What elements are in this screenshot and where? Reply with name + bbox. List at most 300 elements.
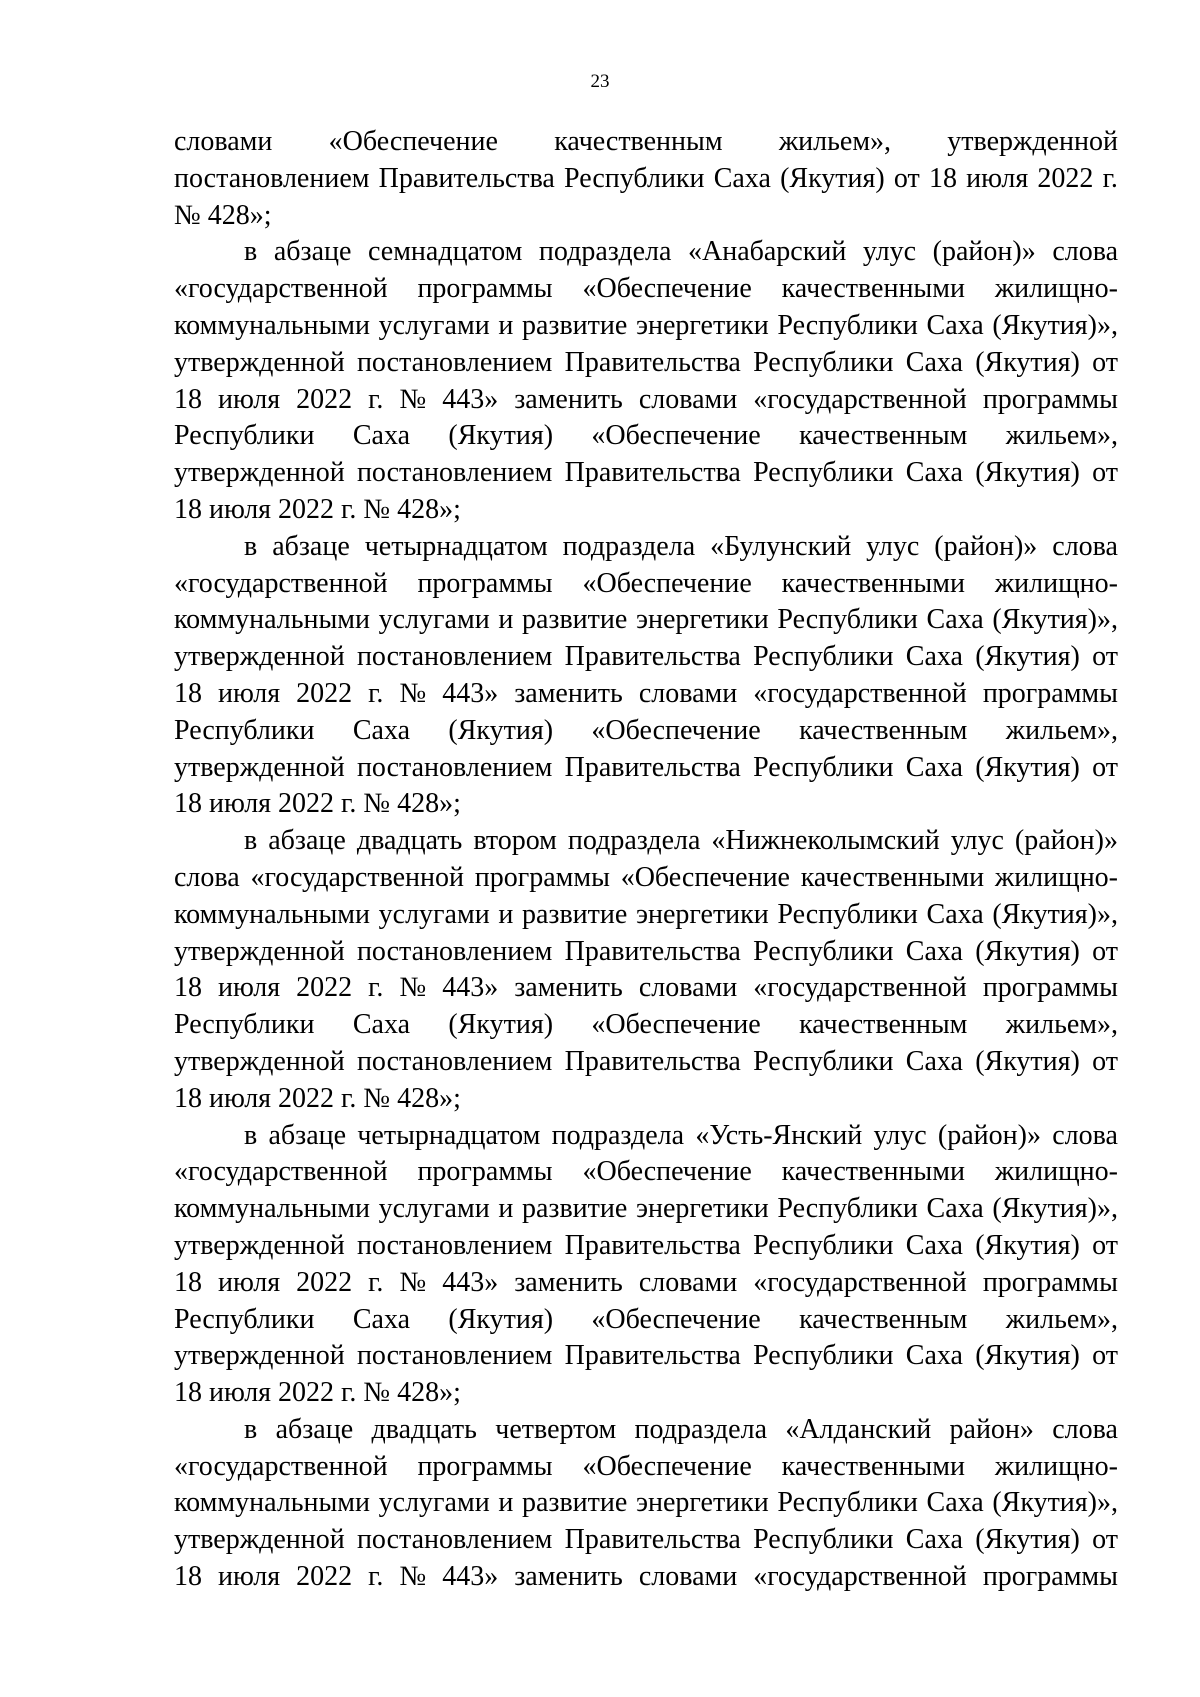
text-line: 18 июля 2022 г. № 428»; [174, 1082, 461, 1114]
word: утвержденной [174, 457, 345, 489]
word: четырнадцатом [357, 1119, 541, 1151]
word: (Якутия) [975, 346, 1080, 378]
word: и [498, 898, 514, 930]
word: (Якутия) [975, 641, 1080, 673]
word: постановлением [356, 346, 553, 378]
word: услугами [378, 1487, 490, 1519]
word: слова [1052, 236, 1118, 268]
word: от [1092, 935, 1118, 967]
word: утвержденной [947, 126, 1118, 157]
word: (район)» [1014, 825, 1118, 857]
word: (Якутия) [975, 1045, 1080, 1077]
word: утвержденной [174, 1229, 345, 1261]
word: заменить [514, 677, 623, 709]
word: абзаце [268, 825, 346, 857]
word: (район)» [934, 530, 1038, 562]
word: программы [982, 677, 1118, 709]
word: 18 [174, 1266, 202, 1298]
word: подраздела [538, 236, 672, 268]
word: Правительства [564, 1045, 741, 1077]
word: улус [862, 236, 917, 268]
word: «государственной [174, 273, 388, 305]
word: утвержденной [174, 751, 345, 783]
word: (Якутия) [448, 420, 554, 452]
word: Саха [905, 346, 963, 378]
text-line [174, 418, 1118, 455]
text-line [174, 1302, 1118, 1339]
word: четвертом [495, 1413, 617, 1445]
word: Саха [926, 309, 984, 341]
word: абзаце [273, 236, 352, 268]
text-line [174, 124, 1118, 161]
word: слова [1052, 1413, 1118, 1445]
word: программы [417, 1156, 553, 1188]
word: словами [638, 972, 738, 1004]
word: Правительства [564, 457, 741, 489]
word: Республики [777, 898, 918, 930]
word: Правительства [564, 346, 741, 378]
word: «государственной [174, 1450, 388, 1482]
word: 18 [928, 162, 957, 194]
word: «Обеспечение [620, 861, 790, 893]
word: программы [982, 1266, 1118, 1298]
word: постановлением [356, 457, 553, 489]
word: 443» [442, 1561, 499, 1593]
word: 2022 [296, 677, 353, 709]
word: июля [218, 383, 281, 415]
word: «государственной [753, 972, 967, 1004]
word: подраздела [562, 530, 696, 562]
word: программы [417, 1450, 553, 1482]
word: Саха [905, 457, 963, 489]
word: жилищно- [994, 567, 1118, 599]
word: словами [638, 1561, 738, 1593]
word: качественным [799, 420, 968, 452]
text-line [174, 1485, 1118, 1522]
word: коммунальными [174, 309, 370, 341]
word: словами [638, 383, 738, 415]
text-line [174, 529, 1118, 566]
word: и [498, 1193, 514, 1225]
text-line [174, 1522, 1118, 1559]
word: «Обеспечение [582, 1450, 752, 1482]
word: энергетики [635, 1487, 769, 1519]
word: в [244, 1413, 258, 1445]
word: программы [982, 1561, 1118, 1593]
word: программы [417, 273, 553, 305]
text-line [174, 161, 1118, 198]
word: от [1092, 641, 1118, 673]
word: утвержденной [174, 935, 345, 967]
word: г. [368, 677, 384, 709]
word: программы [417, 567, 553, 599]
word: 2022 [1037, 162, 1094, 194]
word: коммунальными [174, 1193, 370, 1225]
text-line [174, 1338, 1118, 1375]
text-line [174, 602, 1118, 639]
text-line [174, 823, 1118, 860]
text-line [174, 308, 1118, 345]
word: Республики [777, 1193, 918, 1225]
word: абзаце [268, 1119, 347, 1151]
word: утвержденной [174, 1340, 345, 1372]
word: (район)» [937, 1119, 1041, 1151]
text-line [174, 1118, 1118, 1155]
word: заменить [514, 1561, 623, 1593]
word: услугами [378, 604, 490, 636]
word: Саха [352, 1009, 411, 1041]
word: г. [368, 1561, 384, 1593]
word: (Якутия) [975, 935, 1080, 967]
text-line [174, 1044, 1118, 1081]
word: (Якутия) [975, 1524, 1080, 1556]
word: утвержденной [174, 346, 345, 378]
word: Правительства [564, 1340, 741, 1372]
word: энергетики [635, 898, 769, 930]
text-line [174, 1559, 1118, 1596]
word: (Якутия) [448, 1009, 554, 1041]
word: Саха [905, 1045, 963, 1077]
word: (Якутия)», [992, 898, 1118, 930]
word: Правительства [564, 935, 741, 967]
document-body [174, 124, 1118, 1596]
text-line [174, 639, 1118, 676]
word: Саха [713, 162, 771, 194]
word: постановлением [356, 1524, 553, 1556]
word: Республики [753, 346, 894, 378]
word: постановлением [356, 935, 553, 967]
word: (район)» [932, 236, 1036, 268]
word: «Обеспечение [591, 1303, 761, 1335]
word: Республики [174, 420, 315, 452]
word: Правительства [564, 1524, 741, 1556]
word: Республики [753, 457, 894, 489]
word: постановлением [356, 1045, 553, 1077]
word: «Анабарский [688, 236, 847, 268]
word: заменить [514, 383, 623, 415]
word: от [1092, 1229, 1118, 1261]
word: качественным [799, 1009, 968, 1041]
word: постановлением [356, 1229, 553, 1261]
word: «государственной [753, 383, 967, 415]
word: словами [638, 1266, 738, 1298]
word: июля [966, 162, 1029, 194]
text-line: 18 июля 2022 г. № 428»; [174, 788, 461, 820]
word: качественными [781, 1156, 965, 1188]
word: качественным [554, 126, 723, 157]
text-line [174, 970, 1118, 1007]
word: Республики [753, 1524, 894, 1556]
word: «Обеспечение [591, 1009, 761, 1041]
word: заменить [514, 1266, 623, 1298]
word: в [244, 236, 258, 268]
text-line [174, 1228, 1118, 1265]
word: жилищно- [994, 1450, 1118, 1482]
word: жилищно- [994, 861, 1118, 893]
word: жильем», [1005, 1009, 1118, 1041]
word: услугами [378, 1193, 490, 1225]
word: подраздела [634, 1413, 767, 1445]
word: район» [949, 1413, 1034, 1445]
word: от [1092, 751, 1118, 783]
word: в [244, 530, 258, 562]
word: (Якутия)», [992, 1193, 1118, 1225]
text-line [174, 676, 1118, 713]
word: «Алданский [785, 1413, 932, 1445]
word: Республики [174, 1303, 315, 1335]
word: Правительства [378, 162, 555, 194]
word: жильем», [1005, 1303, 1118, 1335]
word: «Нижнеколымский [711, 825, 940, 857]
word: от [1092, 1524, 1118, 1556]
word: слова [174, 861, 240, 893]
word: семнадцатом [368, 236, 523, 268]
word: и [498, 604, 514, 636]
word: «Обеспечение [582, 567, 752, 599]
text-line [174, 1191, 1118, 1228]
word: постановлением [356, 641, 553, 673]
word: «государственной [753, 1266, 967, 1298]
word: Саха [926, 898, 984, 930]
word: Саха [926, 1487, 984, 1519]
word: программы [982, 972, 1118, 1004]
word: Республики [753, 1340, 894, 1372]
text-line: 18 июля 2022 г. № 428»; [174, 1377, 461, 1409]
word: двадцать [356, 825, 463, 857]
word: абзаце [272, 530, 350, 562]
word: (Якутия)», [992, 1487, 1118, 1519]
word: и [498, 309, 514, 341]
word: (Якутия) [448, 1303, 554, 1335]
word: развитие [521, 309, 628, 341]
word: 443» [442, 383, 499, 415]
word: Правительства [564, 641, 741, 673]
text-line [174, 1265, 1118, 1302]
word: развитие [521, 898, 628, 930]
word: энергетики [635, 604, 769, 636]
word: словами [174, 126, 273, 157]
word: (Якутия) [975, 1340, 1080, 1372]
word: коммунальными [174, 1487, 370, 1519]
word: четырнадцатом [364, 530, 548, 562]
word: № [399, 1266, 427, 1298]
word: развитие [521, 604, 628, 636]
word: «Обеспечение [591, 420, 761, 452]
word: Республики [777, 309, 918, 341]
word: слова [1052, 1119, 1118, 1151]
word: июля [218, 1561, 281, 1593]
word: Саха [926, 1193, 984, 1225]
text-line [174, 382, 1118, 419]
word: 18 [174, 383, 202, 415]
word: и [498, 1487, 514, 1519]
word: Республики [777, 1487, 918, 1519]
word: развитие [521, 1487, 628, 1519]
word: программы [474, 861, 610, 893]
word: № [399, 1561, 427, 1593]
word: «Булунский [710, 530, 852, 562]
word: г. [1102, 162, 1118, 194]
word: Саха [905, 935, 963, 967]
word: «государственной [174, 1156, 388, 1188]
word: подраздела [567, 825, 701, 857]
word: (Якутия)», [992, 309, 1118, 341]
text-line [174, 1412, 1118, 1449]
word: Саха [352, 1303, 411, 1335]
word: Саха [905, 751, 963, 783]
word: 2022 [296, 972, 353, 1004]
word: (Якутия)», [992, 604, 1118, 636]
word: в [244, 1119, 258, 1151]
word: г. [368, 1266, 384, 1298]
word: Саха [905, 641, 963, 673]
text-line [174, 1007, 1118, 1044]
word: Саха [926, 604, 984, 636]
word: Правительства [564, 751, 741, 783]
word: качественными [781, 567, 965, 599]
word: утвержденной [174, 1045, 345, 1077]
word: утвержденной [174, 641, 345, 673]
word: от [1092, 1045, 1118, 1077]
word: от [1092, 457, 1118, 489]
word: слова [1052, 530, 1118, 562]
word: июля [218, 677, 281, 709]
word: «государственной [753, 1561, 967, 1593]
word: качественными [781, 273, 965, 305]
word: жилищно- [994, 1156, 1118, 1188]
word: жильем», [778, 126, 892, 157]
word: «Обеспечение [328, 126, 498, 157]
text-line [174, 860, 1118, 897]
word: развитие [521, 1193, 628, 1225]
word: «государственной [250, 861, 465, 893]
word: Саха [905, 1229, 963, 1261]
word: (Якутия) [975, 1229, 1080, 1261]
word: от [1092, 1340, 1118, 1372]
word: жилищно- [994, 273, 1118, 305]
page-number: 23 [590, 71, 610, 92]
word: постановлением [356, 1340, 553, 1372]
word: Саха [905, 1340, 963, 1372]
word: Республики [753, 1229, 894, 1261]
word: коммунальными [174, 898, 370, 930]
word: 2022 [296, 383, 353, 415]
word: улус [873, 1119, 927, 1151]
word: Саха [905, 1524, 963, 1556]
word: программы [982, 383, 1118, 415]
word: коммунальными [174, 604, 370, 636]
word: Республики [753, 751, 894, 783]
word: (Якутия) [975, 457, 1080, 489]
word: 443» [442, 972, 499, 1004]
text-line [174, 455, 1118, 492]
word: (Якутия) [975, 751, 1080, 783]
word: 443» [442, 1266, 499, 1298]
word: «Обеспечение [582, 273, 752, 305]
text-line [174, 234, 1118, 271]
word: услугами [378, 898, 490, 930]
word: жильем», [1005, 420, 1118, 452]
word: г. [368, 972, 384, 1004]
word: в [244, 825, 258, 857]
word: втором [473, 825, 557, 857]
text-line [174, 750, 1118, 787]
word: Республики [777, 604, 918, 636]
word: (Якутия) [448, 714, 554, 746]
word: словами [638, 677, 738, 709]
word: Саха [352, 714, 411, 746]
text-line [174, 897, 1118, 934]
word: «Обеспечение [591, 714, 761, 746]
word: (Якутия) [780, 162, 885, 194]
text-line [174, 1154, 1118, 1191]
word: 2022 [296, 1561, 353, 1593]
text-line [174, 934, 1118, 971]
word: энергетики [635, 1193, 769, 1225]
word: «Усть-Янский [695, 1119, 863, 1151]
text-line [174, 345, 1118, 382]
word: Республики [753, 935, 894, 967]
word: заменить [514, 972, 623, 1004]
word: от [893, 162, 920, 194]
word: Республики [753, 641, 894, 673]
word: Республики [174, 1009, 315, 1041]
word: улус [866, 530, 920, 562]
word: 2022 [296, 1266, 353, 1298]
text-line [174, 1449, 1118, 1486]
word: 18 [174, 972, 202, 1004]
text-line [174, 713, 1118, 750]
word: Республики [174, 714, 315, 746]
word: г. [368, 383, 384, 415]
word: двадцать [371, 1413, 477, 1445]
word: постановлением [356, 751, 553, 783]
word: абзаце [275, 1413, 354, 1445]
word: июля [218, 1266, 281, 1298]
word: жильем», [1005, 714, 1118, 746]
text-line [174, 566, 1118, 603]
word: Республики [753, 1045, 894, 1077]
word: Саха [352, 420, 411, 452]
word: 443» [442, 677, 499, 709]
word: постановлением [174, 162, 370, 194]
word: июля [218, 972, 281, 1004]
text-line: 18 июля 2022 г. № 428»; [174, 493, 461, 525]
word: от [1092, 346, 1118, 378]
word: «Обеспечение [582, 1156, 752, 1188]
word: 18 [174, 1561, 202, 1593]
word: качественными [781, 1450, 965, 1482]
word: качественным [799, 714, 968, 746]
word: «государственной [174, 567, 388, 599]
word: качественными [800, 861, 985, 893]
word: энергетики [635, 309, 769, 341]
word: утвержденной [174, 1524, 345, 1556]
word: услугами [378, 309, 490, 341]
word: подраздела [551, 1119, 685, 1151]
word: № [399, 972, 427, 1004]
text-line [174, 271, 1118, 308]
word: № [399, 383, 427, 415]
word: качественным [799, 1303, 968, 1335]
word: «государственной [753, 677, 967, 709]
word: Правительства [564, 1229, 741, 1261]
text-line: № 428»; [174, 199, 272, 231]
word: № [399, 677, 427, 709]
word: 18 [174, 677, 202, 709]
word: Республики [564, 162, 705, 194]
word: улус [950, 825, 1004, 857]
